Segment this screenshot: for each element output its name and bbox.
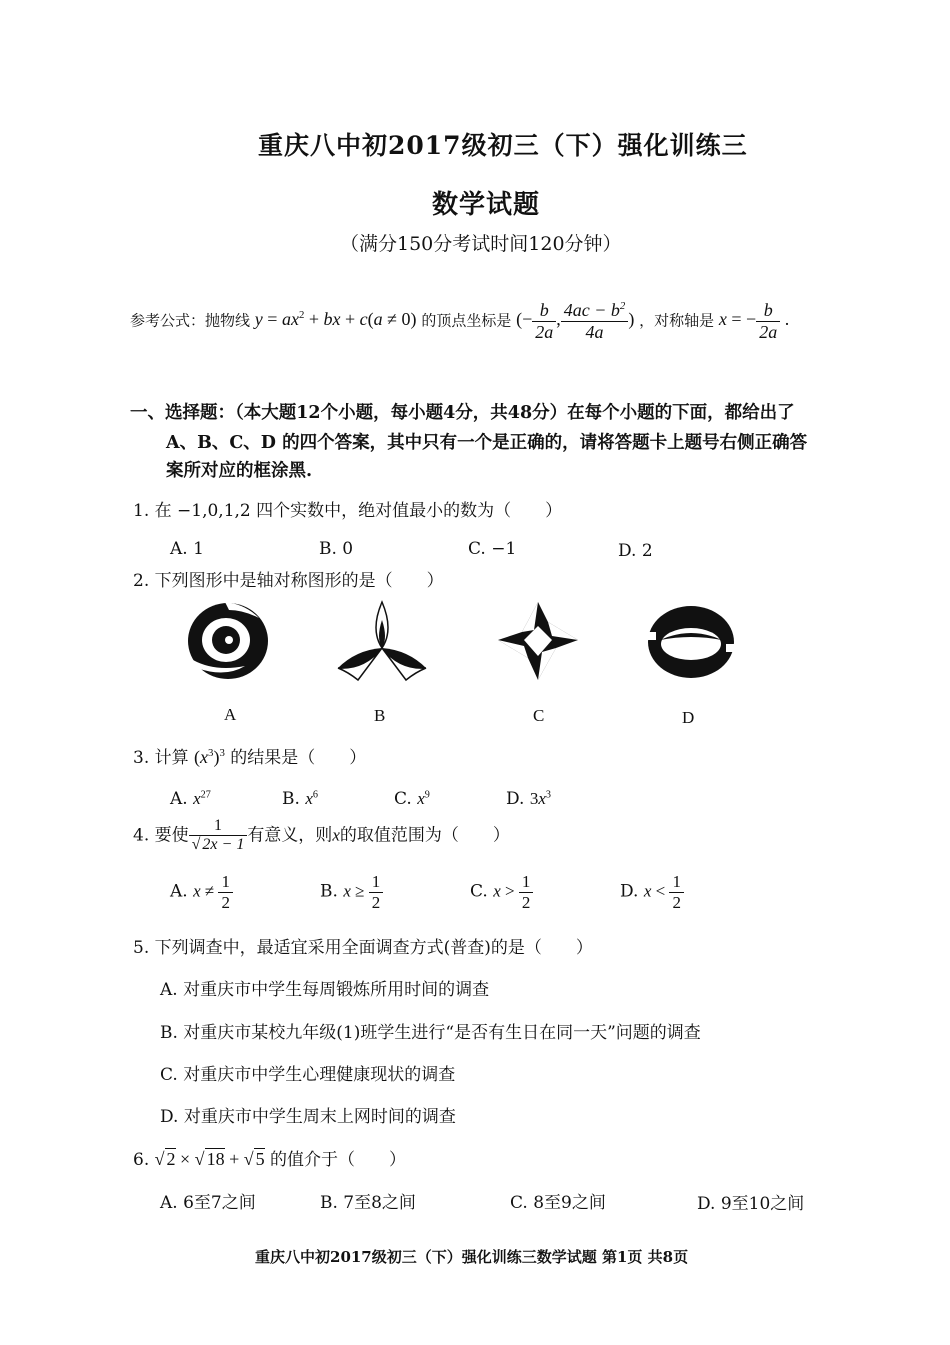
q4-option-b: B. x ≥ $\frac{1}{2}$: [320, 872, 383, 912]
q3-tail: 的结果是（ ）: [230, 748, 367, 768]
q5-option-b: B. 对重庆市某校九年级(1)班学生进行“是否有生日在同一天”问题的调查: [160, 1023, 701, 1043]
q5-stem: 5. 下列调查中，最适宜采用全面调查方式(普查)的是（ ）: [133, 938, 593, 958]
section1-line2: A、B、C、D 的四个答案，其中只有一个是正确的，请将答题卡上题号右侧正确答: [166, 433, 808, 453]
q1-option-a: A. 1: [170, 539, 204, 559]
figure-d-label: D: [682, 708, 695, 727]
figure-c-label: C: [533, 706, 545, 725]
q6-option-a: A. 6至7之间: [160, 1193, 256, 1213]
q4-number: 4. 要使: [133, 825, 189, 846]
q6-option-d: D. 9至10之间: [697, 1194, 805, 1214]
q4-stem: 4. 要使 $\frac{1}{√ 2x - 1}$ 有意义，则x的取值范围为（ ）: [133, 817, 510, 854]
q3-option-c: C. $x^9$: [394, 789, 430, 809]
exam-subtitle: 数学试题: [432, 190, 541, 220]
section1-line1: 一、选择题：（本大题12个小题，每小题4分，共48分）在每个小题的下面，都给出了: [130, 403, 795, 423]
q3-number: 3. 计算: [133, 748, 189, 768]
q1-option-b: B. 0: [319, 539, 354, 559]
figure-a-swirl: [185, 600, 271, 682]
q1-stem: 1. 在 −1,0,1,2 四个实数中，绝对值最小的数为（ ）: [133, 501, 563, 521]
exam-title: 重庆八中初2017级初三（下）强化训练三: [258, 131, 748, 160]
q5-option-c: C. 对重庆市中学生心理健康现状的调查: [160, 1065, 456, 1085]
q6-tail: 的值介于（ ）: [270, 1150, 406, 1170]
q6-stem: 6. √ 2 × √ 18 + √ 5 的值介于（ ）: [133, 1149, 406, 1170]
figure-b-label: B: [374, 706, 386, 725]
formula-prefix: 参考公式：抛物线: [130, 311, 251, 330]
q4-option-a: A. x ≠ $\frac{1}{2}$: [170, 872, 233, 912]
formula-suffix: ，对称轴是: [639, 311, 715, 330]
figure-a-label: A: [224, 705, 237, 724]
page-footer: 重庆八中初2017级初三（下）强化训练三数学试题 第1页 共8页: [255, 1248, 689, 1266]
q5-option-d: D. 对重庆市中学生周末上网时间的调查: [160, 1107, 456, 1127]
formula-mid: 的顶点坐标是: [421, 311, 512, 330]
figure-d-ring: [646, 604, 736, 680]
q5-option-a: A. 对重庆市中学生每周锻炼所用时间的调查: [160, 980, 490, 1000]
figure-b-petals: [334, 600, 430, 684]
q4-option-c: C. x > $\frac{1}{2}$: [470, 872, 533, 912]
q4-tail: 有意义，则: [247, 825, 333, 846]
q6-number: 6.: [133, 1150, 150, 1170]
figure-c-star: [496, 600, 580, 682]
q1-option-c: C. −1: [468, 539, 517, 559]
exam-note: （满分150分考试时间120分钟）: [340, 233, 622, 255]
q4-tail2: 的取值范围为（ ）: [339, 825, 510, 846]
q2-stem: 2. 下列图形中是轴对称图形的是（ ）: [133, 571, 444, 591]
q6-option-c: C. 8至9之间: [510, 1193, 606, 1213]
q3-option-b: B. $x^6$: [282, 789, 318, 809]
section1-line3: 案所对应的框涂黑.: [166, 461, 313, 481]
q3-stem: 3. 计算 $(x^3)^3$ 的结果是（ ）: [133, 747, 367, 768]
reference-formula: 参考公式：抛物线 $y = ax^2$ + bx + c(a ≠ 0) 的顶点坐标是 (− $\frac{b}{2a}$ , $\frac{4ac - b^2}{4a}$ ) ，对称轴是 x = − $\frac{b}{2a}$ .: [130, 300, 790, 342]
q6-option-b: B. 7至8之间: [320, 1193, 416, 1213]
q1-option-d: D. 2: [618, 541, 653, 561]
q3-option-a: A. $x^{27}$: [170, 789, 211, 809]
q3-option-d: D. $3x^3$: [506, 789, 551, 809]
q4-option-d: D. x < $\frac{1}{2}$: [620, 872, 684, 912]
